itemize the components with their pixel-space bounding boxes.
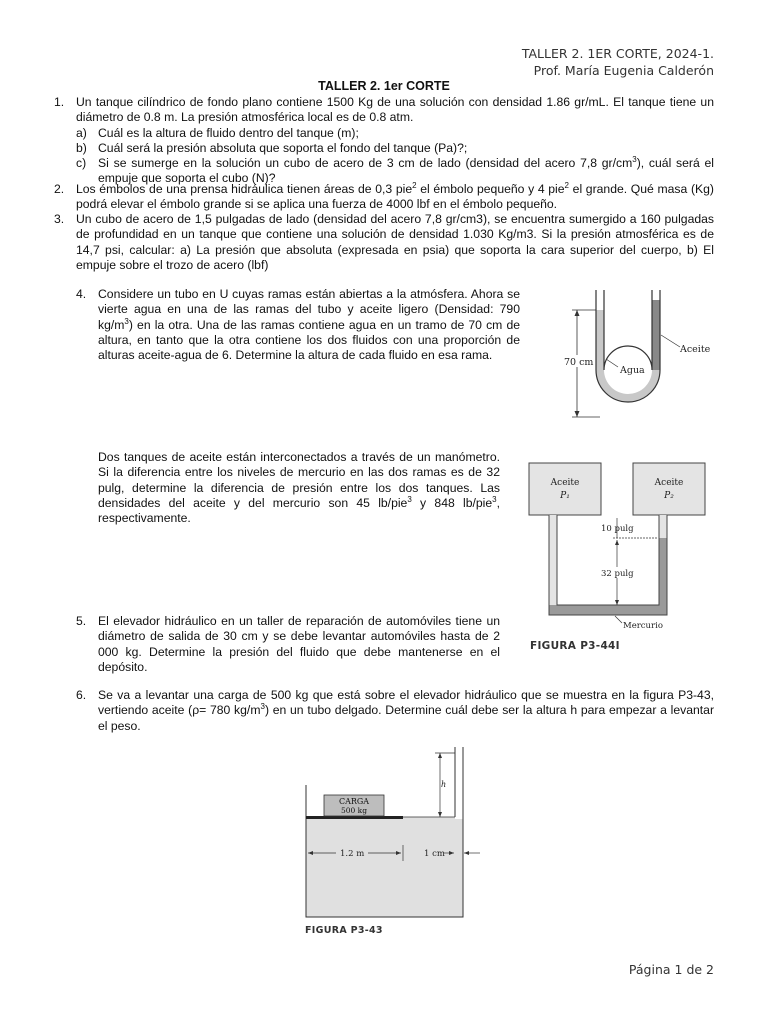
arrow-head <box>575 411 580 417</box>
tank-1-name: Aceite <box>550 478 580 488</box>
leader-line <box>661 335 680 347</box>
header-professor-line: Prof. María Eugenia Calderón <box>533 63 714 78</box>
subitem-label: b) <box>76 140 87 155</box>
subitem-text: Cuál será la presión absoluta que soporta el fondo del tanque (Pa)?; <box>98 140 468 155</box>
height-label: 70 cm <box>564 357 594 368</box>
question-4b <box>98 450 500 526</box>
mercury-label: Mercurio <box>623 621 663 631</box>
question-1 <box>54 95 714 187</box>
dimension-32-label: 32 pulg <box>601 569 634 579</box>
superscript: 3 <box>632 155 637 165</box>
question-3 <box>54 212 714 273</box>
tank-2 <box>633 463 705 515</box>
superscript: 2 <box>564 180 569 190</box>
text-part: Considere un tubo en U cuyas ramas están abiertas a la atmósfera. Ahora se vierte agua en una de las ramas del tubo y aceite ligero (Densidad: 790 kg/m <box>98 287 520 332</box>
right-leg-mercury <box>659 538 667 615</box>
tank-1 <box>529 463 601 515</box>
arrow-head <box>438 812 442 817</box>
oil-label: Aceite <box>680 344 711 355</box>
superscript: 3 <box>260 702 265 712</box>
question-4 <box>76 287 520 363</box>
left-leg-mercury <box>549 605 557 615</box>
piston <box>306 816 403 819</box>
text-part: Los émbolos de una prensa hidráulica tienen áreas de 0,3 pie <box>76 182 413 196</box>
text-part: y 848 lb/pie <box>411 495 493 510</box>
question-number: 3. <box>54 212 65 226</box>
question-6 <box>76 688 714 734</box>
superscript: 3 <box>124 316 129 326</box>
oil-reservoir <box>306 817 463 917</box>
superscript: 3 <box>407 494 412 504</box>
water-label: Agua <box>620 365 645 376</box>
question-text <box>98 450 500 526</box>
arrow-head <box>464 851 469 855</box>
leader-line <box>606 359 618 367</box>
u-tube-figure <box>560 285 720 430</box>
question-text: Un tanque cilíndrico de fondo plano contiene 1500 Kg de una solución con densidad 1.86 gr/mL. El tanque tiene un diámetro de 0.8 m. La presión atmosférica local es de 0.8 atm. <box>76 95 714 125</box>
question-number: 4. <box>76 287 87 301</box>
subitem-label: a) <box>76 125 87 140</box>
header-course-line: TALLER 2. 1ER CORTE, 2024-1. <box>521 46 714 61</box>
text-part: Si se sumerge en la solución un cubo de acero de 3 cm de lado (densidad del acero 7,8 gr/cm <box>98 156 633 171</box>
question-2 <box>54 182 714 213</box>
text-part: ) en la otra. Una de las ramas contiene agua en un tramo de 70 cm de altura, en tanto que la otra contiene los dos fluidos con una proporción de alturas aceite-agua de 6. Determine la altura de cada fluido en esa rama. <box>98 317 520 363</box>
arrow-head <box>615 540 619 545</box>
arrow-head <box>438 753 442 758</box>
tube-diameter-label: 1 cm <box>424 849 445 859</box>
question-number: 6. <box>76 688 87 702</box>
question-text: Un cubo de acero de 1,5 pulgadas de lado (densidad del acero 7,8 gr/cm3), se encuentra sumergido a 160 pulgadas de profundidad en un tanque que contiene una solución de densidad 1.030 Kg/m3. Si la presión atmosférica es de 14,7 psi, calcular: a) La presión que absoluta (expresada en psia) que soporta la cara superior del cuerpo, b) El empuje sobre el trozo de acero (lbf) <box>76 212 714 272</box>
thin-tube <box>455 747 463 819</box>
text-part: , respectivamente. <box>98 495 500 526</box>
question-text <box>98 688 714 734</box>
tank-2-name: Aceite <box>654 478 684 488</box>
load-label-line1: CARGA <box>338 797 370 806</box>
width-label: 1.2 m <box>340 849 365 859</box>
arrow-head <box>615 600 619 605</box>
left-tube-air <box>596 290 604 310</box>
question-number: 2. <box>54 182 65 196</box>
tank-2-pressure: P₂ <box>664 491 674 501</box>
figure-caption-p3-43: FIGURA P3-43 <box>305 925 383 936</box>
question-text: El elevador hidráulico en un taller de reparación de automóviles tiene un diámetro de salida de 30 cm y se debe levantar automóviles hasta de 2 000 kg. Determine la presión del fluido que debe mantenerse en el depósito. <box>98 614 500 674</box>
h-label: h <box>441 780 447 789</box>
question-number: 1. <box>54 95 65 109</box>
subitem-text: Cuál es la altura de fluido dentro del tanque (m); <box>98 125 359 140</box>
text-part: Se va a levantar una carga de 500 kg que está sobre el elevador hidráulico que se muestra en la figura P3-43, vertiendo aceite (ρ= 780 kg/m <box>98 688 714 718</box>
superscript: 3 <box>492 494 497 504</box>
left-leg-oil <box>549 515 557 615</box>
right-tube-air <box>652 290 660 300</box>
document-header <box>522 45 714 79</box>
arrow-head <box>575 310 580 316</box>
hydraulic-lift-figure <box>300 745 492 920</box>
manometer-figure <box>527 460 717 635</box>
text-part: el émbolo pequeño y 4 pie <box>416 182 565 196</box>
load-label-line2: 500 kg <box>340 806 368 815</box>
text-part: ) en un tubo delgado. Determine cuál debe ser la altura h para empezar a levantar el peso. <box>98 703 715 733</box>
document-title: TALLER 2. 1er CORTE <box>318 79 450 93</box>
page-number: Página 1 de 2 <box>628 962 714 977</box>
text-part: ), cuál será el empuje que soporta el cubo (N)? <box>98 156 715 186</box>
right-leg-oil <box>659 515 667 538</box>
superscript: 2 <box>412 180 417 190</box>
oil-fill <box>652 300 660 370</box>
subitem-a <box>76 126 714 141</box>
dimension-10-label: 10 pulg <box>601 524 634 534</box>
question-text <box>76 182 714 213</box>
text-part: el grande. Qué masa (Kg) podrá elevar el émbolo grande si se aplica una fuerza de 4000 lbf en el émbolo pequeño. <box>76 182 714 212</box>
question-number: 5. <box>76 614 87 628</box>
question-text <box>98 287 520 363</box>
text-part: Dos tanques de aceite están interconectados a través de un manómetro. Si la diferencia entre los niveles de mercurio en las dos ramas es de 32 pulg, determine la diferencia de presión entre los dos tanques. Las densidades del aceite y del mercurio son 45 lb/pie <box>98 450 500 510</box>
figure-caption-p3-44i: FIGURA P3-44I <box>530 640 620 652</box>
question-5 <box>76 614 500 675</box>
subitem-b <box>76 141 714 156</box>
bottom-mercury <box>549 605 667 615</box>
tank-1-pressure: P₁ <box>560 491 570 501</box>
subitem-label: c) <box>76 156 87 171</box>
tube-inner-wall <box>604 290 652 370</box>
leader-line <box>615 616 622 623</box>
